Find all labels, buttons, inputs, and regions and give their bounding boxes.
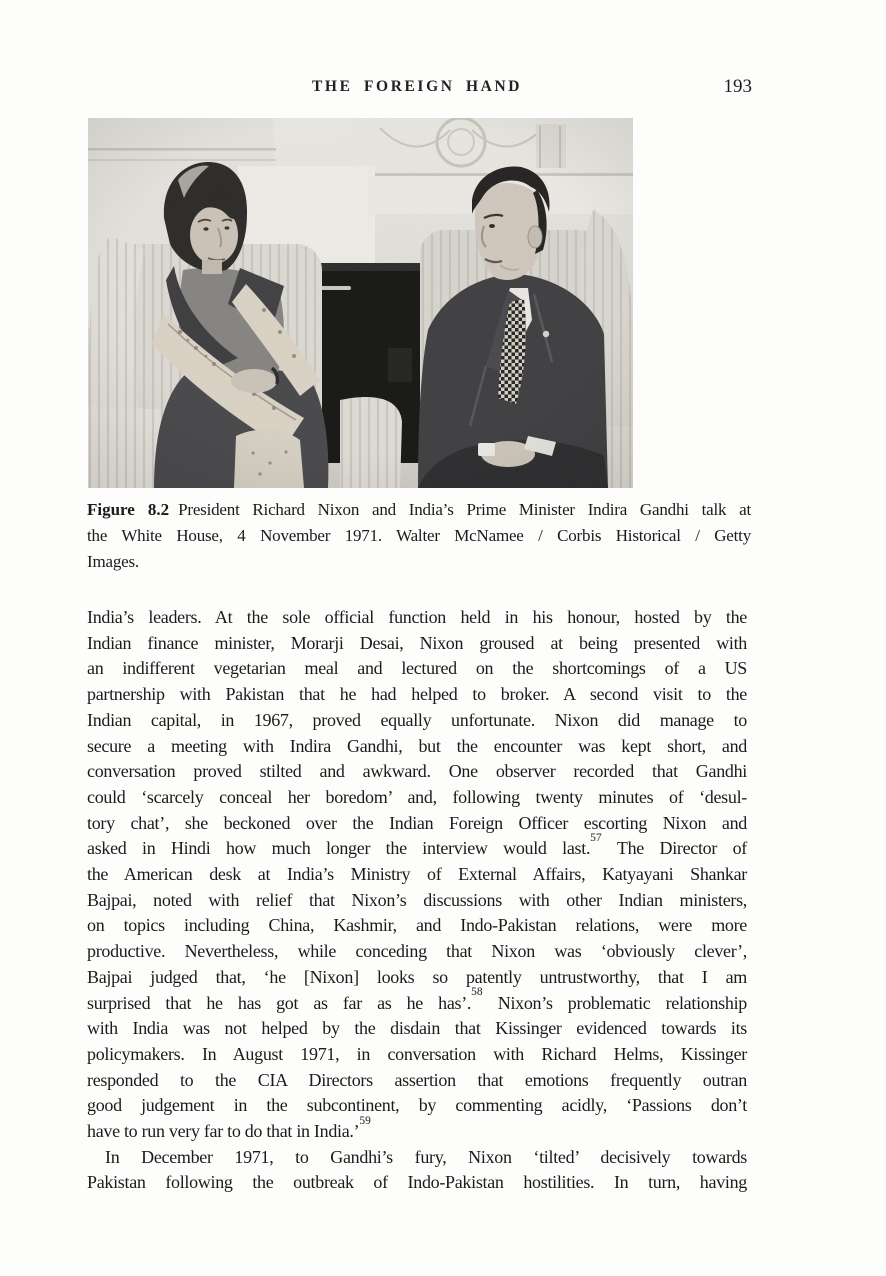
running-title: THE FOREIGN HAND: [311, 78, 523, 95]
body-text-line: surprised that he has got as far as he has’.$^{58}$ Nixon’s problematic relationship: [87, 986, 747, 1013]
body-text-line: responded to the CIA Directors assertion that emotions frequently outran: [87, 1069, 747, 1090]
body-text-line: Pakistan following the outbreak of Indo-Pakistan hostilities. In turn, having: [87, 1172, 747, 1193]
body-text: [87, 605, 747, 1196]
body-text-line: good judgement in the subcontinent, by commenting acidly, ‘Passions don’t: [87, 1095, 747, 1116]
body-text-line: productive. Nevertheless, while conceding that Nixon was ‘obviously clever’,: [87, 941, 747, 962]
body-text-line: could ‘scarcely conceal her boredom’ and, following twenty minutes of ‘desul-: [87, 786, 747, 807]
body-text-line: secure a meeting with Indira Gandhi, but the encounter was kept short, and: [87, 735, 747, 756]
body-text-line: an indifferent vegetarian meal and lectured on the shortcomings of a US: [87, 658, 747, 679]
body-text-line: have to run very far to do that in India.’$^{59}$: [87, 1114, 371, 1142]
figure-photo: [88, 118, 633, 488]
figure-caption-line: Images.: [87, 552, 139, 571]
footnote-marker: 58: [471, 986, 483, 999]
body-text-line: tory chat’, she beckoned over the Indian Foreign Officer escorting Nixon and: [87, 812, 747, 833]
body-text-line: partnership with Pakistan that he had helped to broker. A second visit to the: [87, 684, 747, 705]
body-text-line: Bajpai, noted with relief that Nixon’s discussions with other Indian ministers,: [87, 889, 747, 910]
figure-caption: [87, 497, 751, 575]
body-text-line: Indian finance minister, Morarji Desai, Nixon groused at being presented with: [87, 632, 747, 653]
footnote-marker: 57: [590, 831, 602, 844]
body-text-line: the American desk at India’s Ministry of External Affairs, Katyayani Shankar: [87, 864, 747, 885]
footnote-marker: 59: [359, 1114, 371, 1127]
nixon-gandhi-photo-illustration: [88, 118, 633, 488]
body-text-line: conversation proved stilted and awkward. One observer recorded that Gandhi: [87, 761, 747, 782]
page-number: 193: [723, 76, 752, 97]
figure-label: Figure 8.2: [87, 500, 170, 519]
body-text-line: on topics including China, Kashmir, and Indo-Pakistan relations, were more: [87, 915, 747, 936]
figure-caption-line: Figure 8.2 President Richard Nixon and India’s Prime Minister Indira Gandhi talk at: [87, 500, 751, 519]
body-text-line: policymakers. In August 1971, in conversation with Richard Helms, Kissinger: [87, 1043, 747, 1064]
body-text-line: Indian capital, in 1967, proved equally unfortunate. Nixon did manage to: [87, 709, 747, 730]
body-text-line: India’s leaders. At the sole official function held in his honour, hosted by the: [87, 607, 747, 627]
running-header: [87, 76, 752, 100]
body-text-line: In December 1971, to Gandhi’s fury, Nixon ‘tilted’ decisively towards: [105, 1146, 747, 1167]
body-text-line: with India was not helped by the disdain that Kissinger evidenced towards its: [87, 1018, 747, 1039]
body-text-line: Bajpai judged that, ‘he [Nixon] looks so patently untrustworthy, that I am: [87, 966, 747, 987]
body-text-line: asked in Hindi how much longer the interview would last.$^{57}$ The Director of: [87, 831, 747, 859]
figure-caption-line: the White House, 4 November 1971. Walter McNamee / Corbis Historical / Getty: [87, 526, 751, 545]
